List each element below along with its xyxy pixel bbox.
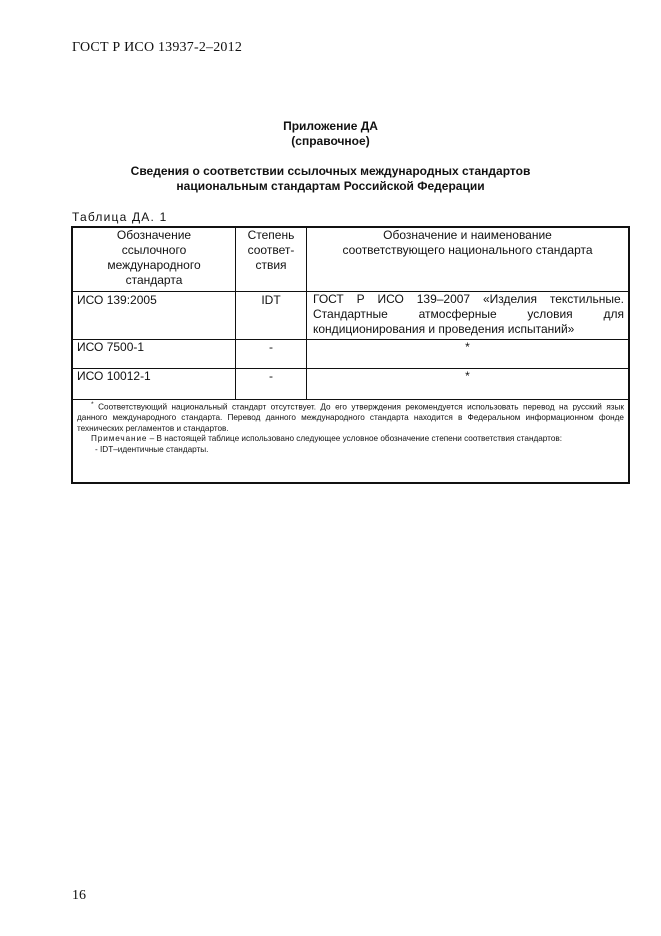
page-number: 16 <box>72 888 86 903</box>
cell-degree: - <box>236 339 307 368</box>
correspondence-table <box>71 226 630 484</box>
cell-national: * <box>307 368 629 399</box>
table-header-row <box>73 228 628 291</box>
cell-national: * <box>307 339 629 368</box>
cell-degree: - <box>236 368 307 399</box>
cell-national: ГОСТ Р ИСО 139–2007 «Изделия текстильные. Стандартные атмосферные условия для кондиционирования и проведения испытаний» <box>307 291 629 339</box>
appendix-title: Приложение ДА <box>283 119 378 133</box>
cell-degree: IDT <box>236 291 307 339</box>
table-label: Таблица ДА. 1 <box>72 210 168 224</box>
note-text: – В настоящей таблице использовано следующее условное обозначение степени соответствия стандартов: <box>147 434 563 444</box>
header-degree: Степень соответ- ствия <box>236 228 307 291</box>
cell-ref: ИСО 7500-1 <box>73 339 236 368</box>
footnote <box>77 400 624 434</box>
note-label: Примечание <box>91 434 148 444</box>
footnote-mark: * <box>91 401 94 408</box>
header-national-standard: Обозначение и наименование соответствующего национального стандарта <box>307 228 629 291</box>
table-row <box>73 291 628 339</box>
table-notes <box>77 400 624 455</box>
cell-ref: ИСО 139:2005 <box>73 291 236 339</box>
appendix-subtitle: (справочное) <box>291 134 370 148</box>
table-row <box>73 368 628 399</box>
table-grid <box>73 228 628 400</box>
table-row <box>73 339 628 368</box>
heading-line-1: Сведения о соответствии ссылочных международных стандартов <box>130 164 531 178</box>
heading-line-2: национальным стандартам Российской Федерации <box>176 179 485 193</box>
cell-ref: ИСО 10012-1 <box>73 368 236 399</box>
document-header: ГОСТ Р ИСО 13937-2–2012 <box>72 40 243 55</box>
note-item: - IDT–идентичные стандарты. <box>95 444 209 454</box>
header-reference-standard: Обозначение ссылочного международного стандарта <box>73 228 236 291</box>
appendix-heading <box>60 164 601 194</box>
table-note <box>77 434 624 445</box>
footnote-text: Соответствующий национальный стандарт отсутствует. До его утверждения рекомендуется использовать перевод на русский язык данного международного стандарта. Перевод данного международного стандарта находится в Федеральном информационном фонде технических регламентов и стандартов. <box>77 402 624 433</box>
